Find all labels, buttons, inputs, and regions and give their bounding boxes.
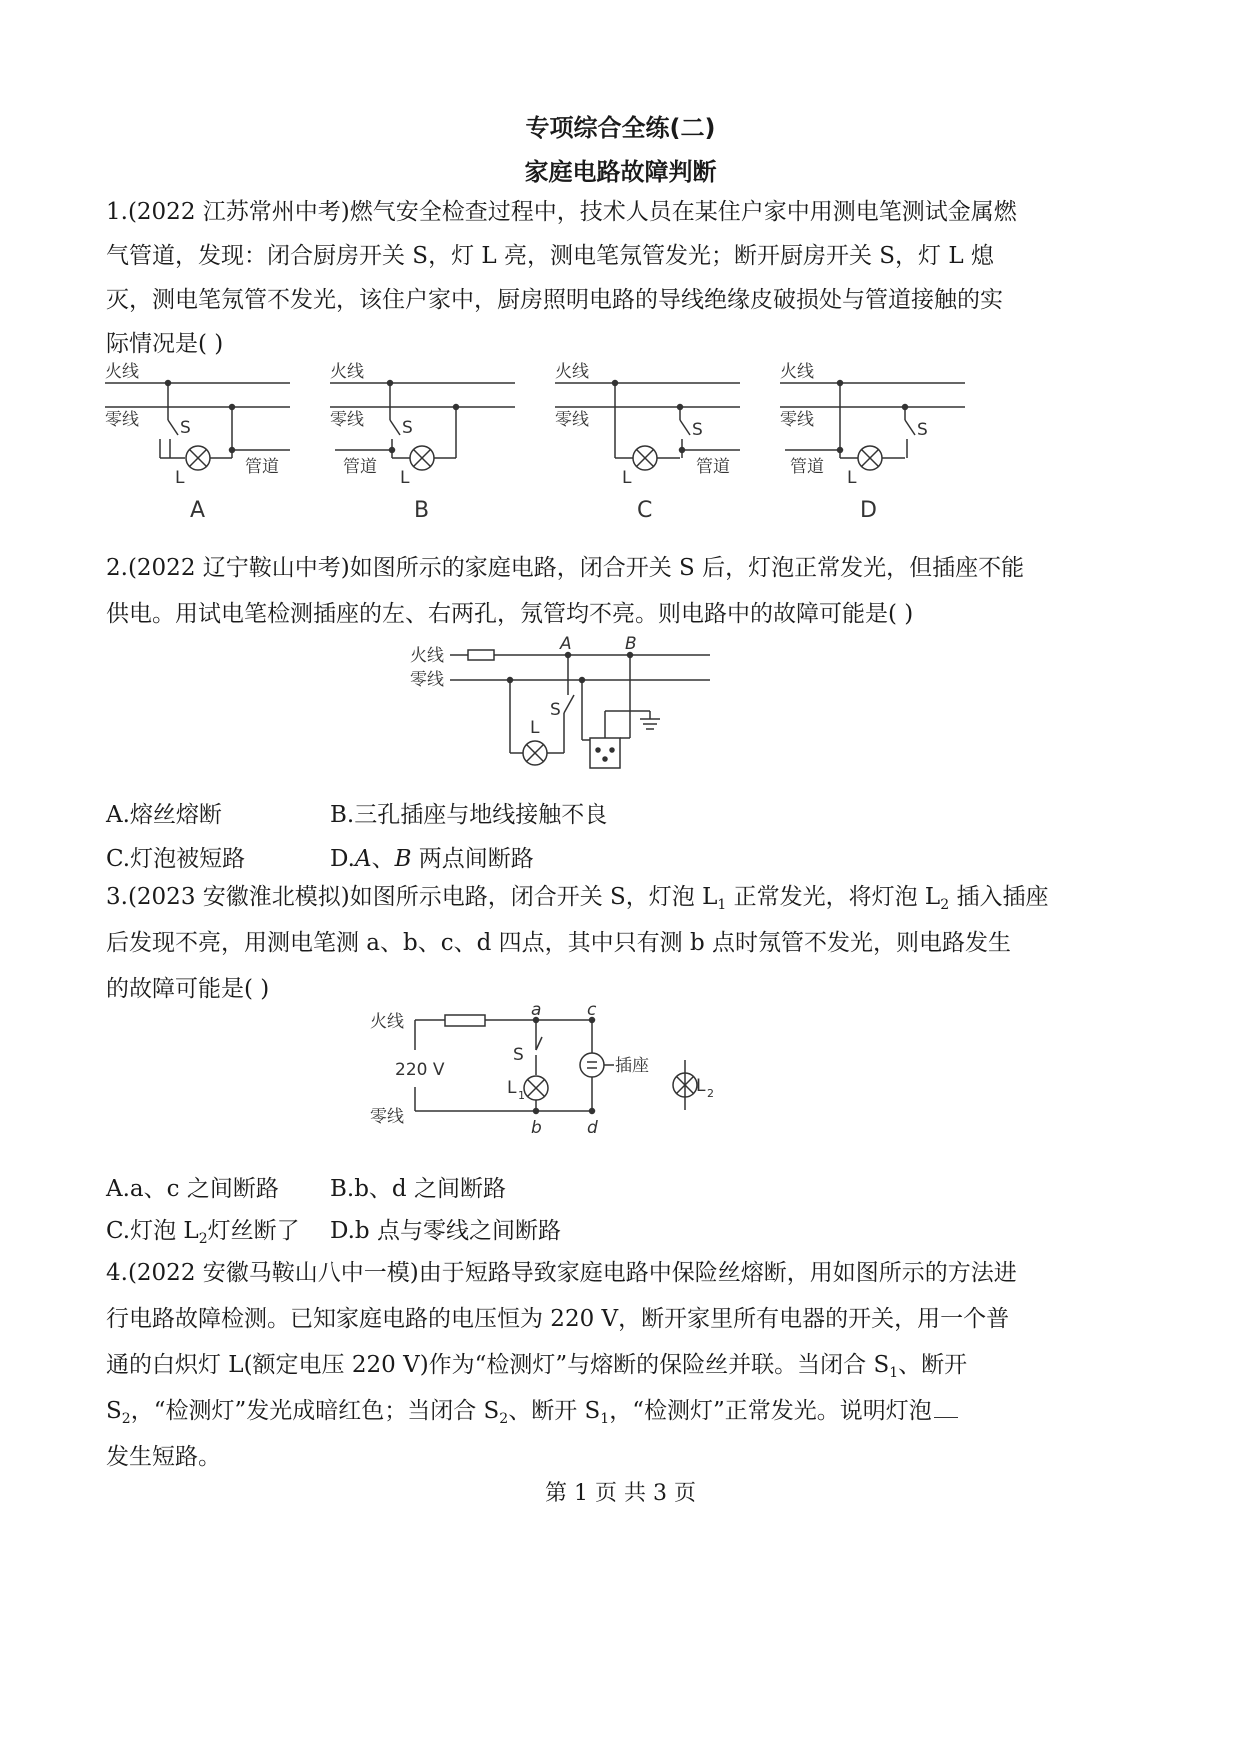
q1-option-d-label: D: [860, 498, 877, 523]
q2-option-d-sep: 、: [371, 846, 395, 872]
q3-point-c-label: c: [587, 1005, 597, 1020]
q2-point-a-label: A: [560, 634, 572, 654]
q4-line-4-sub1: 2: [121, 1411, 131, 1427]
q4-line-3: [106, 1342, 1116, 1388]
q4-line-4-c: 、断开 S: [508, 1398, 601, 1424]
q1d-switch-label: S: [917, 420, 928, 440]
q3-socket-label: 插座: [615, 1056, 649, 1076]
q2-switch-label: S: [550, 700, 561, 720]
q3-line-3: 的故障可能是( ): [106, 976, 270, 1002]
question-3: [106, 874, 1106, 1012]
q4-line-4-sub2: 2: [499, 1411, 509, 1427]
q2-option-d-prefix: D.: [330, 846, 355, 872]
q1c-switch-label: S: [692, 420, 703, 440]
q3-neutral-label: 零线: [370, 1107, 404, 1127]
q3-live-label: 火线: [370, 1012, 404, 1032]
q3-line-2: 后发现不亮，用测电笔测 a、b、c、d 四点，其中只有测 b 点时氖管不发光，则电路发生: [106, 930, 1012, 956]
q3-voltage-label: 220 V: [395, 1060, 445, 1080]
q3-point-d-label: d: [587, 1118, 598, 1137]
q4-line-3-sub: 1: [889, 1365, 899, 1381]
q3-point-b-label: b: [531, 1118, 542, 1137]
q1b-lamp-label: L: [400, 468, 410, 488]
q1-line-3: 灭，测电笔氖管不发光，该住户家中，厨房照明电路的导线绝缘皮破损处与管道接触的实: [106, 287, 1003, 313]
q1b-switch-label: S: [402, 418, 413, 438]
question-1: [106, 190, 1106, 366]
q1c-neutral-label: 零线: [555, 410, 589, 430]
q2-option-a: A.熔丝熔断: [106, 802, 222, 828]
q3-point-a-label: a: [531, 1005, 542, 1020]
q3-option-c-b: 灯丝断了: [207, 1218, 300, 1244]
q4-line-4-a: S: [106, 1398, 122, 1424]
q3-option-c: [106, 1212, 300, 1245]
q2-figure: [410, 633, 730, 775]
q3-option-c-a: C.灯泡 L: [106, 1218, 199, 1244]
q3-line-1-sub2: 2: [940, 897, 950, 913]
q4-answer-blank[interactable]: [934, 1397, 958, 1418]
q1c-live-label: 火线: [555, 362, 589, 382]
q1a-live-label: 火线: [105, 362, 139, 382]
q4-line-4-d: ，“检测灯”正常发光。说明灯泡: [609, 1398, 932, 1424]
q4-line-4: [106, 1388, 1116, 1434]
q3-option-d: D.b 点与零线之间断路: [330, 1218, 561, 1244]
q4-line-1: 4.(2022 安徽马鞍山八中一模)由于短路导致家庭电路中保险丝熔断，用如图所示的方法进: [106, 1260, 1017, 1286]
q3-line-1-sub1: 1: [717, 897, 727, 913]
q1d-lamp-label: L: [847, 468, 857, 488]
q1d-neutral-label: 零线: [780, 410, 814, 430]
q1-option-c-label: C: [637, 498, 653, 523]
q1-figure: [100, 355, 1100, 530]
q4-line-3-b: 、断开: [898, 1352, 968, 1378]
q1a-pipe-label: 管道: [245, 457, 279, 477]
q2-option-d: [330, 840, 534, 873]
q1b-live-label: 火线: [330, 362, 364, 382]
q3-option-a: A.a、c 之间断路: [106, 1176, 279, 1202]
q3-option-b: B.b、d 之间断路: [330, 1176, 506, 1202]
q3-lamp2-label: L: [696, 1076, 706, 1096]
q1a-switch-label: S: [180, 418, 191, 438]
q2-option-c: C.灯泡被短路: [106, 846, 246, 872]
q4-line-4-b: ，“检测灯”发光成暗红色；当闭合 S: [130, 1398, 500, 1424]
q2-point-b-label: B: [625, 634, 637, 654]
q1c-lamp-label: L: [622, 468, 632, 488]
q1b-pipe-label: 管道: [343, 457, 377, 477]
q2-live-label: 火线: [410, 646, 444, 666]
q2-option-b: B.三孔插座与地线接触不良: [330, 802, 608, 828]
q2-neutral-label: 零线: [410, 670, 444, 690]
q1a-lamp-label: L: [175, 468, 185, 488]
page-footer: 第 1 页 共 3 页: [545, 1481, 696, 1506]
q2-lamp-label: L: [530, 718, 540, 738]
q3-lamp1-label: L: [507, 1078, 517, 1098]
q2-option-d-rest: 两点间断路: [411, 846, 534, 872]
q3-line-1-b: 正常发光，将灯泡 L: [726, 884, 941, 910]
q3-figure: [370, 1005, 720, 1137]
question-4: [106, 1250, 1116, 1480]
q4-line-2: 行电路故障检测。已知家庭电路的电压恒为 220 V，断开家里所有电器的开关，用一个普: [106, 1306, 1010, 1332]
q4-line-5: 发生短路。: [106, 1444, 221, 1470]
q4-line-3-a: 通的白炽灯 L(额定电压 220 V)作为“检测灯”与熔断的保险丝并联。当闭合 S: [106, 1352, 890, 1378]
question-2: [106, 545, 1106, 637]
q1-option-a-label: A: [190, 498, 206, 523]
q3-option-c-sub: 2: [198, 1231, 208, 1247]
q4-line-4-sub3: 1: [600, 1411, 610, 1427]
q2-option-d-point-b: B: [394, 846, 412, 872]
q2-option-d-point-a: A: [354, 846, 372, 872]
page-subtitle: 家庭电路故障判断: [524, 158, 717, 186]
q3-line-1-a: 3.(2023 安徽淮北模拟)如图所示电路，闭合开关 S，灯泡 L: [106, 884, 718, 910]
q3-line-1-c: 插入插座: [949, 884, 1049, 910]
page-title: 专项综合全练(二): [525, 114, 716, 142]
q1d-pipe-label: 管道: [790, 457, 824, 477]
q1-option-b-label: B: [414, 498, 430, 523]
q1-line-1: 1.(2022 江苏常州中考)燃气安全检查过程中，技术人员在某住户家中用测电笔测试金属燃: [106, 199, 1017, 225]
q1b-neutral-label: 零线: [330, 410, 364, 430]
q1d-live-label: 火线: [780, 362, 814, 382]
q2-line-1: 2.(2022 辽宁鞍山中考)如图所示的家庭电路，闭合开关 S 后，灯泡正常发光，但插座不能: [106, 555, 1025, 581]
q3-line-1: [106, 874, 1106, 920]
q1-line-4: 际情况是( ): [106, 331, 224, 357]
q1c-pipe-label: 管道: [696, 457, 730, 477]
q3-lamp1-sub: 1: [518, 1089, 525, 1102]
q3-switch-label: S: [513, 1045, 524, 1065]
q3-lamp2-sub: 2: [707, 1087, 714, 1100]
q2-line-2: 供电。用试电笔检测插座的左、右两孔，氖管均不亮。则电路中的故障可能是( ): [106, 601, 914, 627]
q1-line-2: 气管道，发现：闭合厨房开关 S，灯 L 亮，测电笔氖管发光；断开厨房开关 S，灯 L 熄: [106, 243, 994, 269]
q1a-neutral-label: 零线: [105, 410, 139, 430]
